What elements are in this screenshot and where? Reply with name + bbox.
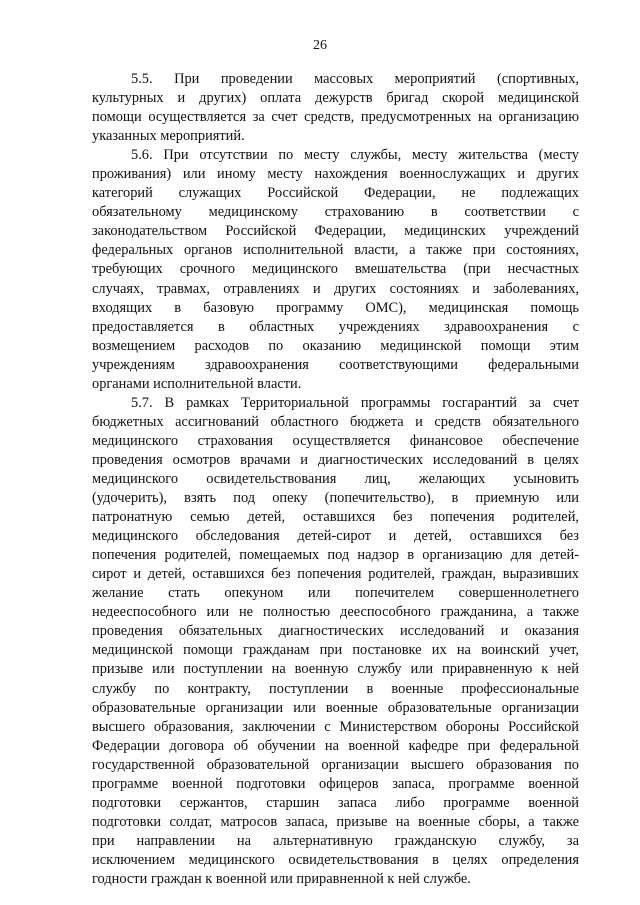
text-line: законодательством Российской Федерации, медицинских учреждений xyxy=(92,223,579,240)
text-line: входящих в базовую программу ОМС), медицинская помощь xyxy=(92,299,579,316)
text-line: высшего образования, заключении с Министерством обороны Российской xyxy=(92,718,579,735)
text-line: культурных и других) оплата дежурств бригад скорой медицинской xyxy=(92,90,579,107)
text-line: 5.5. При проведении массовых мероприятий (спортивных, xyxy=(131,71,579,87)
text-line: проживания) или иному месту нахождения военнослужащих и других xyxy=(92,166,579,183)
text-line: сирот и детей, оставшихся без попечения родителей, граждан, выразивших xyxy=(92,566,579,583)
text-line: учреждениям здравоохранения соответствующими федеральными xyxy=(92,356,579,373)
text-line: желание стать опекуном или попечителем совершеннолетнего xyxy=(92,585,579,602)
text-line: патронатную семью детей, оставшихся без попечения родителей, xyxy=(92,509,579,526)
text-line: 5.6. При отсутствии по месту службы, месту жительства (месту xyxy=(131,147,579,164)
text-line: требующих срочного медицинского вмешательства (при несчастных xyxy=(92,261,579,278)
paragraph-5-5 xyxy=(92,70,579,146)
text-line: подготовки солдат, матросов запаса, призыве на военные сборы, а также xyxy=(92,813,579,830)
text-line: исключением медицинского освидетельствования в целях определения xyxy=(92,851,579,868)
text-line: подготовки сержантов, старшин запаса либо программе военной xyxy=(92,794,579,811)
text-line: указанных мероприятий. xyxy=(92,128,245,145)
text-line: государственной образовательной организации высшего образования по xyxy=(92,756,579,773)
text-line: медицинского страхования осуществляется финансовое обеспечение xyxy=(92,432,579,449)
text-line: предоставляется в областных учреждениях здравоохранения с xyxy=(92,318,579,335)
text-line: органами исполнительной власти. xyxy=(92,375,302,392)
text-line: федеральных органов исполнительной власти, а также при состояниях, xyxy=(92,242,579,259)
paragraph-5-7 xyxy=(92,394,579,889)
text-line: (удочерить), взять под опеку (попечительство), в приемную или xyxy=(92,490,579,507)
text-line: медицинского освидетельствования лиц, желающих усыновить xyxy=(92,470,579,487)
text-line: призыве или поступлении на военную службу или приравненную к ней xyxy=(92,661,579,678)
text-line: Федерации договора об обучении на военной кафедре при федеральной xyxy=(92,737,579,754)
text-line: попечения родителей, помещаемых под надзор в организацию для детей- xyxy=(92,547,579,564)
text-line: образовательные организации или военные образовательные организации xyxy=(92,699,579,716)
text-line: годности граждан к военной или приравненной к ней службе. xyxy=(92,870,471,887)
text-line: недееспособного или не полностью дееспособного гражданина, а также xyxy=(92,604,579,621)
text-line: возмещением расходов по оказанию медицинской помощи этим xyxy=(92,337,579,354)
text-line: помощи осуществляется за счет средств, предусмотренных на организацию xyxy=(92,109,579,126)
text-line: программе военной подготовки офицеров запаса, программе военной xyxy=(92,775,579,792)
text-line: категорий служащих Российской Федерации, не подлежащих xyxy=(92,185,579,202)
text-line: при направлении на альтернативную гражданскую службу, за xyxy=(92,832,579,849)
text-line: бюджетных ассигнований областного бюджета и средств обязательного xyxy=(92,413,579,430)
text-line: медицинского обследования детей-сирот и детей, оставшихся без xyxy=(92,528,579,545)
text-line: случаях, травмах, отравлениях и других состояниях и заболеваниях, xyxy=(92,280,579,297)
text-line: службу по контракту, поступлении в военные профессиональные xyxy=(92,680,579,697)
page-number: 26 xyxy=(313,38,327,53)
document-body xyxy=(92,70,579,889)
text-line: медицинской помощи гражданам при постановке их на воинский учет, xyxy=(92,642,579,659)
paragraph-5-6 xyxy=(92,146,579,394)
text-line: проведения обязательных диагностических исследований и оказания xyxy=(92,623,579,640)
text-line: проведения осмотров врачами и диагностических исследований в целях xyxy=(92,451,579,468)
text-line: 5.7. В рамках Территориальной программы госгарантий за счет xyxy=(131,394,579,411)
text-line: обязательному медицинскому страхованию в соответствии с xyxy=(92,204,579,221)
